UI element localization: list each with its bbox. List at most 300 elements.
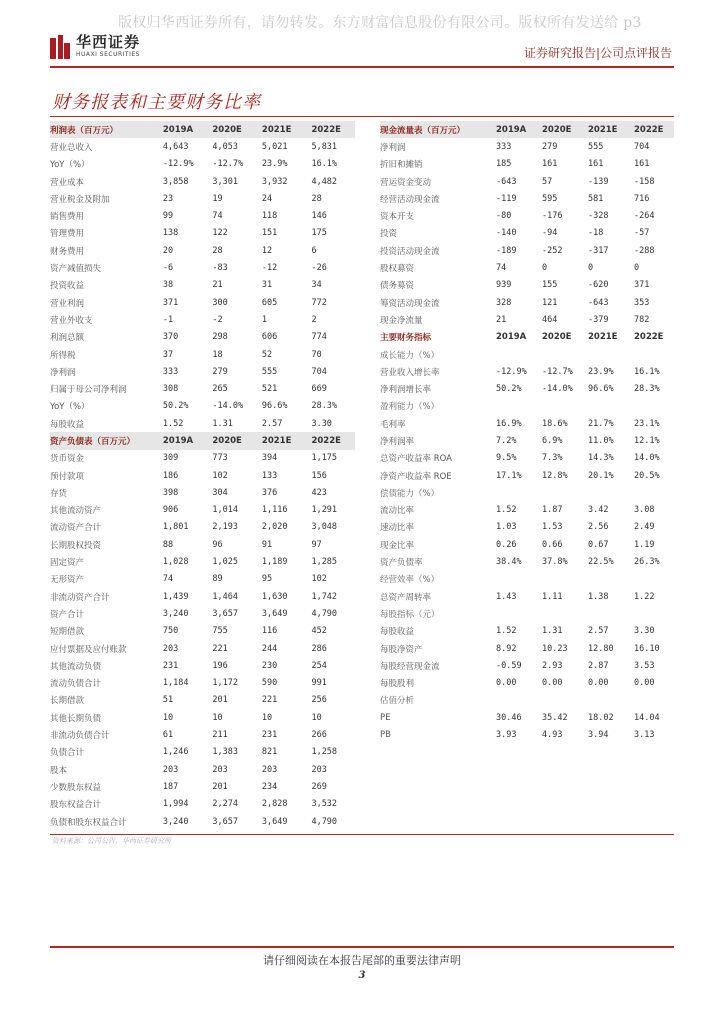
row-value: 755 bbox=[212, 626, 228, 637]
row-label: 现金流量表（百万元） bbox=[380, 125, 466, 136]
row-value: 0.66 bbox=[542, 539, 563, 550]
row-value: -80 bbox=[496, 211, 512, 222]
row-value: 1,994 bbox=[162, 799, 189, 810]
table-row bbox=[50, 225, 355, 242]
table-row bbox=[380, 415, 674, 432]
row-value: 96.6% bbox=[588, 384, 614, 395]
row-label: 净利润增长率 bbox=[380, 385, 432, 396]
row-label: 速动比率 bbox=[380, 523, 415, 534]
table-row bbox=[50, 744, 355, 761]
row-value: 74 bbox=[496, 263, 507, 274]
row-label: 净利润 bbox=[380, 142, 406, 153]
row-value: -1 bbox=[162, 314, 174, 325]
row-value: -18 bbox=[588, 228, 604, 239]
table-row bbox=[380, 484, 674, 501]
row-label: 短期借款 bbox=[50, 627, 85, 638]
row-value: 6 bbox=[311, 245, 317, 256]
row-value: -12.7% bbox=[212, 159, 244, 170]
row-value: 91 bbox=[261, 539, 273, 550]
row-value: 1.52 bbox=[496, 626, 517, 637]
table-row bbox=[50, 380, 355, 397]
table-row bbox=[380, 277, 674, 294]
row-label: 其他流动资产 bbox=[50, 506, 102, 517]
row-value: 19 bbox=[212, 193, 223, 204]
row-value: 12.1% bbox=[634, 435, 660, 446]
row-value: 1,464 bbox=[212, 591, 238, 602]
row-value: 286 bbox=[311, 643, 327, 654]
logo-english-name: HUAXI SECURITIES bbox=[76, 51, 140, 58]
row-label: 营业成本 bbox=[50, 177, 85, 188]
row-label: 股本 bbox=[50, 765, 68, 776]
row-label: 估值分析 bbox=[380, 696, 415, 707]
row-value: 376 bbox=[261, 487, 278, 498]
row-value: 156 bbox=[311, 470, 327, 481]
row-value: 11.0% bbox=[588, 435, 614, 446]
row-value: 3.30 bbox=[634, 626, 655, 637]
row-label: PB bbox=[380, 730, 391, 741]
row-value: 0.00 bbox=[588, 678, 609, 689]
table-row bbox=[50, 484, 355, 501]
row-value: 2020E bbox=[212, 435, 242, 446]
row-value: 704 bbox=[634, 141, 650, 152]
row-value: 96 bbox=[212, 539, 223, 550]
table-row bbox=[50, 173, 355, 190]
row-label: 利润总额 bbox=[50, 333, 85, 344]
row-value: 2,828 bbox=[261, 799, 288, 810]
row-value: 821 bbox=[261, 747, 278, 758]
row-value: 133 bbox=[261, 470, 278, 481]
row-label: 货币资金 bbox=[50, 454, 85, 465]
watermark-text: 版权归华西证券所有，请勿转发。东方财富信息股份有限公司。版权所有发送给 p3 bbox=[118, 15, 642, 31]
row-value: -189 bbox=[496, 245, 517, 256]
table-row bbox=[380, 467, 674, 484]
table-row bbox=[380, 138, 674, 155]
row-value: 269 bbox=[311, 781, 327, 792]
row-label: 预付款项 bbox=[50, 471, 85, 482]
row-value: 96.6% bbox=[261, 401, 288, 412]
huaxi-logo-icon bbox=[50, 35, 70, 59]
row-value: 1,630 bbox=[261, 591, 288, 602]
table-header-row bbox=[380, 121, 674, 138]
row-value: 16.1% bbox=[311, 159, 338, 170]
row-value: -643 bbox=[588, 297, 609, 308]
row-value: 2.49 bbox=[634, 522, 655, 533]
row-value: 0.00 bbox=[496, 678, 517, 689]
row-value: 0.26 bbox=[496, 539, 517, 550]
table-row bbox=[50, 415, 355, 432]
table-row bbox=[380, 225, 674, 242]
row-value: 3.08 bbox=[634, 505, 655, 516]
table-row bbox=[50, 605, 355, 622]
row-value: 1,285 bbox=[311, 557, 338, 568]
source-note: 资料来源：公司公告，华西证券研究所 bbox=[52, 837, 171, 845]
row-label: YoY（%） bbox=[50, 160, 90, 171]
row-label: 每股收益 bbox=[380, 627, 415, 638]
row-label: 毛利率 bbox=[380, 419, 406, 430]
row-value: 353 bbox=[634, 297, 650, 308]
row-label: 经营活动现金流 bbox=[380, 194, 440, 205]
row-value: 221 bbox=[212, 643, 228, 654]
row-label: 其他长期负债 bbox=[50, 713, 102, 724]
row-value: 187 bbox=[162, 781, 179, 792]
row-label: 营业利润 bbox=[50, 298, 85, 309]
row-value: -6 bbox=[162, 263, 174, 274]
row-value: 773 bbox=[212, 453, 228, 464]
row-value: 146 bbox=[311, 211, 327, 222]
row-value: 590 bbox=[261, 678, 278, 689]
row-label: 财务费用 bbox=[50, 246, 85, 257]
row-value: -14.0% bbox=[212, 401, 244, 412]
row-value: 1,258 bbox=[311, 747, 338, 758]
row-value: 2.57 bbox=[261, 418, 283, 429]
row-value: 2.93 bbox=[542, 660, 563, 671]
row-value: 1.52 bbox=[496, 505, 517, 516]
row-label: 资产负债率 bbox=[380, 558, 423, 569]
row-value: 669 bbox=[311, 384, 327, 395]
row-value: 51 bbox=[162, 695, 174, 706]
row-value: 2.87 bbox=[588, 660, 609, 671]
row-value: -12 bbox=[261, 263, 278, 274]
row-value: 308 bbox=[162, 384, 179, 395]
row-label: 存货 bbox=[50, 488, 68, 499]
row-value: 3,858 bbox=[162, 176, 189, 187]
row-label: 流动负债合计 bbox=[50, 679, 102, 690]
row-value: 61 bbox=[162, 730, 174, 741]
row-value: 716 bbox=[634, 193, 650, 204]
row-value: 328 bbox=[496, 297, 512, 308]
row-value: 256 bbox=[311, 695, 327, 706]
row-value: 3,048 bbox=[311, 522, 338, 533]
row-value: 24 bbox=[261, 193, 273, 204]
row-value: 23.9% bbox=[261, 159, 288, 170]
row-value: 300 bbox=[212, 297, 228, 308]
row-value: 203 bbox=[261, 764, 278, 775]
table-row bbox=[50, 761, 355, 778]
row-label: 投资收益 bbox=[50, 281, 85, 292]
row-value: 606 bbox=[261, 332, 278, 343]
table-row bbox=[50, 294, 355, 311]
table-row bbox=[380, 363, 674, 380]
row-value: 57 bbox=[542, 176, 553, 187]
row-label: 资产负债表（百万元） bbox=[50, 436, 136, 447]
table-row bbox=[380, 536, 674, 553]
table-row bbox=[380, 519, 674, 536]
row-value: 161 bbox=[634, 159, 650, 170]
row-value: -12.9% bbox=[496, 366, 527, 377]
row-value: 1.53 bbox=[542, 522, 563, 533]
row-value: 116 bbox=[261, 626, 278, 637]
table-row bbox=[50, 813, 355, 830]
row-value: 254 bbox=[311, 660, 327, 671]
row-label: 少数股东权益 bbox=[50, 782, 102, 793]
row-label: 其他流动负债 bbox=[50, 661, 102, 672]
row-value: 0.00 bbox=[542, 678, 563, 689]
row-value: 4.93 bbox=[542, 730, 563, 741]
row-value: 231 bbox=[162, 660, 179, 671]
row-value: -176 bbox=[542, 211, 563, 222]
row-label: 主要财务指标 bbox=[380, 333, 432, 344]
row-value: 1,742 bbox=[311, 591, 338, 602]
row-value: 8.92 bbox=[496, 643, 517, 654]
table-row bbox=[50, 640, 355, 657]
row-value: 906 bbox=[162, 505, 179, 516]
table-row bbox=[380, 190, 674, 207]
row-value: 211 bbox=[212, 730, 228, 741]
row-value: 38.4% bbox=[496, 557, 522, 568]
table-row bbox=[50, 623, 355, 640]
row-value: 28.3% bbox=[634, 384, 660, 395]
row-label: 筹资活动现金流 bbox=[380, 298, 440, 309]
row-value: 118 bbox=[261, 211, 278, 222]
row-value: 16.1% bbox=[634, 366, 660, 377]
table-header-row bbox=[380, 329, 674, 346]
row-value: 196 bbox=[212, 660, 228, 671]
row-label: 资产合计 bbox=[50, 609, 85, 620]
row-value: 2019A bbox=[496, 332, 527, 343]
row-label: 净利润率 bbox=[380, 436, 415, 447]
table-row bbox=[380, 726, 674, 743]
row-value: 1.11 bbox=[542, 591, 563, 602]
table-header-row bbox=[50, 121, 355, 138]
row-value: 12.8% bbox=[542, 470, 568, 481]
row-value: 939 bbox=[496, 280, 512, 291]
row-label: 营运资金变动 bbox=[380, 177, 432, 188]
row-label: 营业外收支 bbox=[50, 315, 93, 326]
table-row bbox=[50, 156, 355, 173]
row-value: 122 bbox=[212, 228, 228, 239]
row-value: 279 bbox=[212, 366, 228, 377]
row-value: 185 bbox=[496, 159, 512, 170]
row-value: 581 bbox=[588, 193, 604, 204]
row-value: 17.1% bbox=[496, 470, 522, 481]
row-value: 21 bbox=[496, 314, 507, 325]
row-value: 309 bbox=[162, 453, 179, 464]
row-value: 1.87 bbox=[542, 505, 563, 516]
row-value: 99 bbox=[162, 211, 174, 222]
row-value: 244 bbox=[261, 643, 278, 654]
row-value: 201 bbox=[212, 695, 228, 706]
row-value: 605 bbox=[261, 297, 278, 308]
row-value: -2 bbox=[212, 314, 223, 325]
row-value: 991 bbox=[311, 678, 327, 689]
row-value: 371 bbox=[634, 280, 650, 291]
table-row bbox=[50, 726, 355, 743]
row-value: 452 bbox=[311, 626, 327, 637]
row-value: 16.10 bbox=[634, 643, 660, 654]
row-value: 121 bbox=[542, 297, 558, 308]
row-value: 203 bbox=[162, 643, 179, 654]
row-value: 10 bbox=[162, 712, 174, 723]
table-row bbox=[50, 259, 355, 276]
table-row bbox=[380, 156, 674, 173]
row-value: 70 bbox=[311, 349, 322, 360]
row-value: 14.3% bbox=[588, 453, 614, 464]
row-value: 304 bbox=[212, 487, 228, 498]
row-value: 333 bbox=[496, 141, 512, 152]
row-label: 归属于母公司净利润 bbox=[50, 385, 127, 396]
row-value: 2021E bbox=[261, 435, 292, 446]
row-value: 1,028 bbox=[162, 557, 189, 568]
left-financial-table bbox=[50, 121, 355, 830]
title-divider bbox=[50, 116, 674, 117]
row-value: 38 bbox=[162, 280, 174, 291]
row-value: 20.1% bbox=[588, 470, 614, 481]
row-value: 750 bbox=[162, 626, 179, 637]
row-value: 20.5% bbox=[634, 470, 660, 481]
row-value: 1.38 bbox=[588, 591, 609, 602]
row-label: 利润表（百万元） bbox=[50, 125, 119, 136]
row-value: 5,021 bbox=[261, 141, 288, 152]
row-label: 资产减值损失 bbox=[50, 264, 102, 275]
table-row bbox=[50, 796, 355, 813]
row-value: 175 bbox=[311, 228, 327, 239]
row-value: 203 bbox=[311, 764, 327, 775]
row-value: 3,240 bbox=[162, 816, 189, 827]
row-label: 每股净资产 bbox=[380, 644, 423, 655]
footer-divider bbox=[50, 946, 674, 948]
row-value: 2022E bbox=[634, 332, 664, 343]
row-value: 18 bbox=[212, 349, 223, 360]
table-row bbox=[380, 692, 674, 709]
table-row bbox=[380, 571, 674, 588]
row-value: 21.7% bbox=[588, 418, 614, 429]
row-value: 95 bbox=[261, 574, 273, 585]
row-value: 1,291 bbox=[311, 505, 338, 516]
row-value: 37.8% bbox=[542, 557, 568, 568]
row-value: 1,383 bbox=[212, 747, 238, 758]
row-value: 186 bbox=[162, 470, 179, 481]
row-value: 35.42 bbox=[542, 712, 568, 723]
row-value: -288 bbox=[634, 245, 655, 256]
row-label: YoY（%） bbox=[50, 402, 90, 413]
row-value: 14.04 bbox=[634, 712, 660, 723]
row-value: 2022E bbox=[311, 435, 341, 446]
row-value: 74 bbox=[212, 211, 223, 222]
row-value: 74 bbox=[162, 574, 174, 585]
row-value: -12.9% bbox=[162, 159, 194, 170]
row-value: 23.1% bbox=[634, 418, 660, 429]
table-header-row bbox=[50, 432, 355, 449]
table-row bbox=[380, 675, 674, 692]
row-label: 长期借款 bbox=[50, 696, 85, 707]
row-value: 30.46 bbox=[496, 712, 522, 723]
row-value: 1.43 bbox=[496, 591, 517, 602]
table-row bbox=[380, 294, 674, 311]
row-value: 52 bbox=[261, 349, 273, 360]
row-value: 31 bbox=[261, 280, 273, 291]
section-title: 财务报表和主要财务比率 bbox=[52, 92, 261, 113]
table-row bbox=[50, 190, 355, 207]
row-value: -139 bbox=[588, 176, 609, 187]
row-value: 2020E bbox=[542, 124, 572, 135]
row-label: 成长能力（%） bbox=[380, 350, 440, 361]
row-value: 3,657 bbox=[212, 816, 238, 827]
table-row bbox=[50, 778, 355, 795]
row-label: 所得税 bbox=[50, 350, 76, 361]
table-row bbox=[50, 519, 355, 536]
table-row bbox=[380, 640, 674, 657]
table-row bbox=[50, 346, 355, 363]
row-value: 2022E bbox=[311, 124, 341, 135]
row-value: 2.56 bbox=[588, 522, 609, 533]
row-value: -379 bbox=[588, 314, 609, 325]
table-row bbox=[380, 346, 674, 363]
row-value: 371 bbox=[162, 297, 179, 308]
row-value: 1,172 bbox=[212, 678, 238, 689]
row-value: 3,657 bbox=[212, 608, 238, 619]
row-value: 2019A bbox=[162, 435, 194, 446]
row-value: 3.42 bbox=[588, 505, 609, 516]
row-label: 无形资产 bbox=[50, 575, 85, 586]
row-value: 1.19 bbox=[634, 539, 655, 550]
row-value: 50.2% bbox=[496, 384, 522, 395]
row-value: 2 bbox=[311, 314, 317, 325]
row-label: 营业总收入 bbox=[50, 142, 93, 153]
table-row bbox=[50, 277, 355, 294]
row-label: 股东权益合计 bbox=[50, 800, 102, 811]
table-row bbox=[380, 207, 674, 224]
table-row bbox=[380, 605, 674, 622]
row-value: -94 bbox=[542, 228, 558, 239]
row-value: 22.5% bbox=[588, 557, 614, 568]
table-row bbox=[50, 242, 355, 259]
row-value: 3.94 bbox=[588, 730, 609, 741]
table-row bbox=[380, 242, 674, 259]
table-row bbox=[50, 571, 355, 588]
row-label: 每股股利 bbox=[380, 679, 415, 690]
table-row bbox=[380, 709, 674, 726]
row-value: -83 bbox=[212, 263, 228, 274]
table-row bbox=[380, 657, 674, 674]
row-value: -317 bbox=[588, 245, 609, 256]
row-value: 20 bbox=[162, 245, 174, 256]
row-label: 总资产周转率 bbox=[380, 592, 432, 603]
row-value: -119 bbox=[496, 193, 517, 204]
row-value: 1.52 bbox=[162, 418, 184, 429]
row-value: 161 bbox=[542, 159, 558, 170]
row-value: 203 bbox=[162, 764, 179, 775]
table-row bbox=[50, 657, 355, 674]
table-row bbox=[380, 311, 674, 328]
row-value: -0.59 bbox=[496, 660, 522, 671]
table-row bbox=[380, 450, 674, 467]
row-value: 3,532 bbox=[311, 799, 338, 810]
table-row bbox=[380, 588, 674, 605]
table-row bbox=[50, 329, 355, 346]
row-label: 长期股权投资 bbox=[50, 540, 102, 551]
row-value: 155 bbox=[542, 280, 558, 291]
row-label: 现金比率 bbox=[380, 540, 415, 551]
row-value: 221 bbox=[261, 695, 278, 706]
row-label: 投资活动现金流 bbox=[380, 246, 440, 257]
row-label: 总资产收益率 ROA bbox=[380, 454, 452, 465]
row-value: 0 bbox=[542, 263, 548, 274]
row-value: 521 bbox=[261, 384, 278, 395]
table-row bbox=[50, 207, 355, 224]
row-value: 10 bbox=[261, 712, 273, 723]
row-label: 经营效率（%） bbox=[380, 575, 440, 586]
row-value: 595 bbox=[542, 193, 558, 204]
row-label: 管理费用 bbox=[50, 229, 85, 240]
row-value: 102 bbox=[311, 574, 327, 585]
row-value: 7.2% bbox=[496, 435, 517, 446]
row-value: 2021E bbox=[261, 124, 292, 135]
row-value: 265 bbox=[212, 384, 228, 395]
row-value: 10 bbox=[212, 712, 223, 723]
row-value: 26.3% bbox=[634, 557, 660, 568]
row-value: 555 bbox=[261, 366, 278, 377]
row-value: 151 bbox=[261, 228, 278, 239]
